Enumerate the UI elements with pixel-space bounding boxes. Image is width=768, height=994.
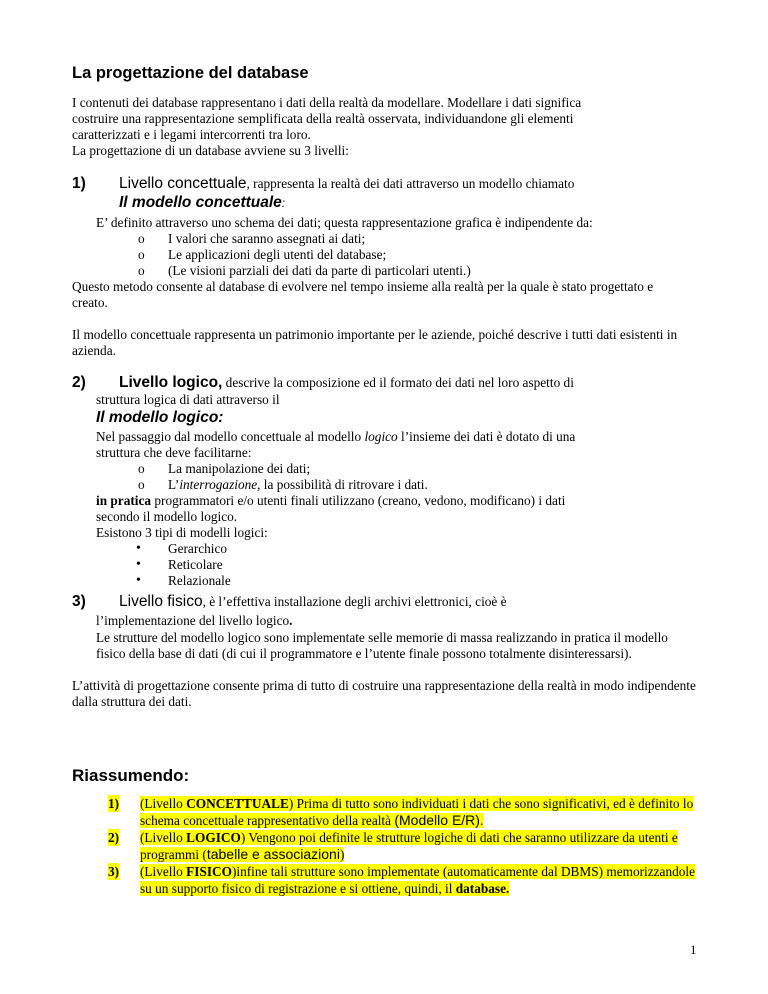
section-2-line: struttura che deve facilitarne: (96, 445, 252, 460)
list-item: • Relazionale (136, 573, 700, 589)
section-3-heading (119, 593, 719, 611)
intro-line: costruire una rappresentazione semplificata della realtà osservata, individuandone gli elementi (72, 111, 574, 126)
page-title: La progettazione del database (72, 64, 309, 82)
section-2-desc-line-2: struttura logica di dati attraverso il (96, 392, 280, 407)
list-item: • Reticolare (136, 557, 700, 573)
section-3-title: Livello fisico (119, 593, 203, 610)
section-1-desc: , rappresenta la realtà dei dati attraverso un modello chiamato (246, 176, 575, 191)
summary-item: 2) (Livello LOGICO) Vengono poi definite le strutture logiche di dati che saranno utilizzare da utenti e programmi (tabelle e associazioni) (108, 830, 678, 862)
summary-list (108, 795, 708, 897)
section-2-body (96, 429, 716, 461)
section-1-subtitle: Il modello concettuale (119, 194, 282, 211)
list-item: o La manipolazione dei dati; (138, 461, 700, 477)
section-1-number: 1) (72, 175, 86, 192)
section-2-subtitle: Il modello logico: (96, 409, 224, 426)
section-3-number: 3) (72, 593, 86, 610)
list-item: o Le applicazioni degli utenti del database; (138, 247, 700, 263)
list-item: o (Le visioni parziali dei dati da parte di particolari utenti.) (138, 263, 700, 279)
intro-line: caratterizzati e i legami intercorrenti tra loro. (72, 127, 311, 142)
section-2-heading (119, 374, 719, 392)
section-2-line: Esistono 3 tipi di modelli logici: (96, 525, 268, 540)
section-3-desc: , è l’effettiva installazione degli archivi elettronici, cioè è (202, 594, 507, 609)
summary-title: Riassumendo: (72, 766, 190, 785)
intro-line: La progettazione di un database avviene su 3 livelli: (72, 143, 349, 158)
section-1-para-1: Questo metodo consente al database di evolvere nel tempo insieme alla realtà per la quale è stato progettato e creato. (72, 279, 654, 310)
section-2-practice (96, 493, 716, 541)
page-number: 1 (690, 942, 697, 957)
section-2-title: Livello logico, (119, 374, 223, 391)
section-2-line: in pratica programmatori e/o utenti finali utilizzano (creano, vedono, modificano) i dati (96, 493, 566, 508)
list-item: o L’interrogazione, la possibilità di ritrovare i dati. (138, 477, 700, 493)
summary-item: 3) (Livello FISICO)infine tali strutture sono implementate (automaticamente dal DBMS) memorizzandole su un supporto fisico di registrazione e si ottiene, quindi, il database. (108, 864, 696, 896)
section-1-subheading: Il modello concettuale: (119, 194, 286, 211)
summary-item: 1) (Livello CONCETTUALE) Prima di tutto sono individuati i dati che sono significativi, ed è definito lo schema concettuale rappresentativo della realtà (Modello E/R). (108, 796, 694, 828)
section-2-list (0, 461, 700, 493)
section-2-line: Nel passaggio dal modello concettuale al modello logico l’insieme dei dati è dotato di una (96, 429, 576, 444)
section-1-body (96, 215, 716, 231)
list-item: • Gerarchico (136, 541, 700, 557)
section-1-list (0, 231, 700, 279)
section-3-para-2: L’attività di progettazione consente prima di tutto di costruire una rappresentazione della realtà in modo indipendente dalla struttura dei dati. (72, 678, 696, 709)
section-1-para-2: Il modello concettuale rappresenta un patrimonio importante per le aziende, poiché descrive i tutti dati esistenti in azienda. (72, 327, 678, 358)
section-2-number: 2) (72, 374, 86, 391)
section-3-para-1: Le strutture del modello logico sono implementate selle memorie di massa realizzando in pratica il modello fisico della base di dati (di cui il programmatore e l’utente finale possono totalmente disinteressarsi). (96, 630, 668, 661)
intro-paragraph (72, 95, 702, 159)
section-2-desc: descrive la composizione ed il formato dei dati nel loro aspetto di (222, 375, 574, 390)
intro-line: I contenuti dei database rappresentano i dati della realtà da modellare. Modellare i dati significa (72, 95, 582, 110)
section-1-heading (119, 175, 719, 193)
list-item: o I valori che saranno assegnati ai dati; (138, 231, 700, 247)
section-1-title: Livello concettuale (119, 175, 247, 192)
section-2-line: secondo il modello logico. (96, 509, 238, 524)
logical-model-types (0, 541, 700, 589)
section-1-line: E’ definito attraverso uno schema dei dati; questa rappresentazione grafica è indipendente da: (96, 215, 593, 230)
section-3-desc-line-2: l’implementazione del livello logico. (96, 613, 293, 628)
